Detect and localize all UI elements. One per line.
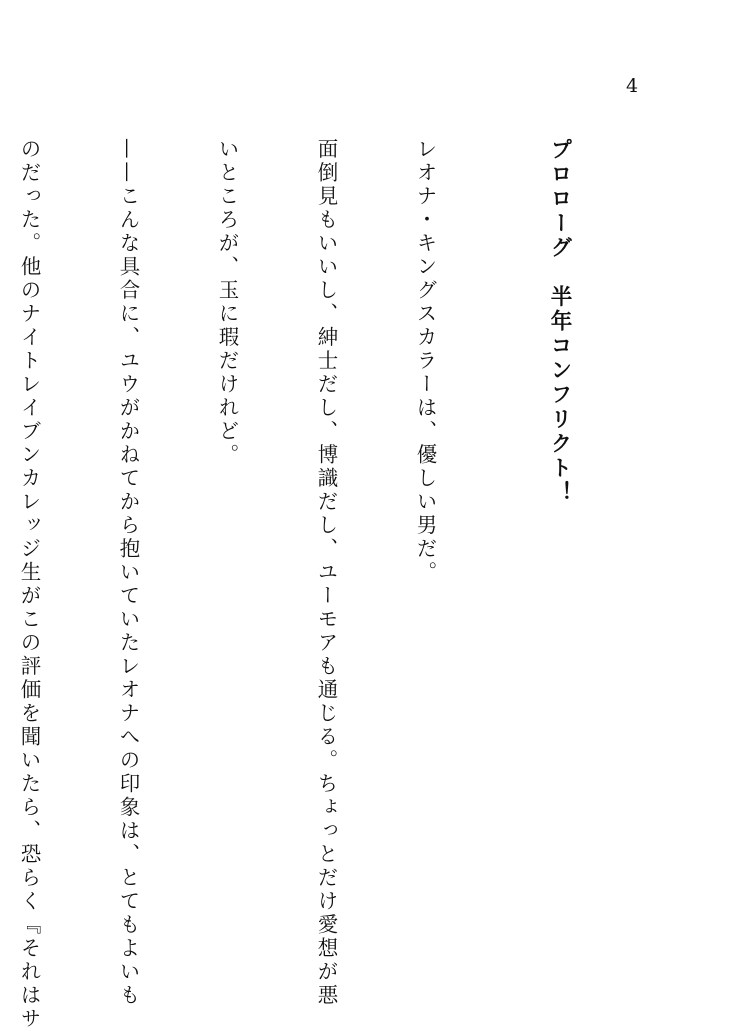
body-line: レオナ・キングスカラーは、優しい男だ。 <box>413 138 437 585</box>
body-line: ——こんな具合に、ユウがかねてから抱いていたレオナへの印象は、とてもよいも <box>116 138 140 1008</box>
page-number: 4 <box>625 75 639 97</box>
chapter-title: プロローグ 半年コンフリクト！ <box>547 138 572 506</box>
body-line: いところが、玉に瑕だけれど。 <box>215 138 239 467</box>
body-line: のだった。他のナイトレイブンカレッジ生がこの評価を聞いたら、恐らく『それはサ <box>17 138 41 1031</box>
body-line: 面倒見もいいし、紳士だし、博識だし、ユーモアも通じる。ちょっとだけ愛想が悪 <box>314 138 338 1008</box>
vertical-text-block <box>0 138 642 1031</box>
